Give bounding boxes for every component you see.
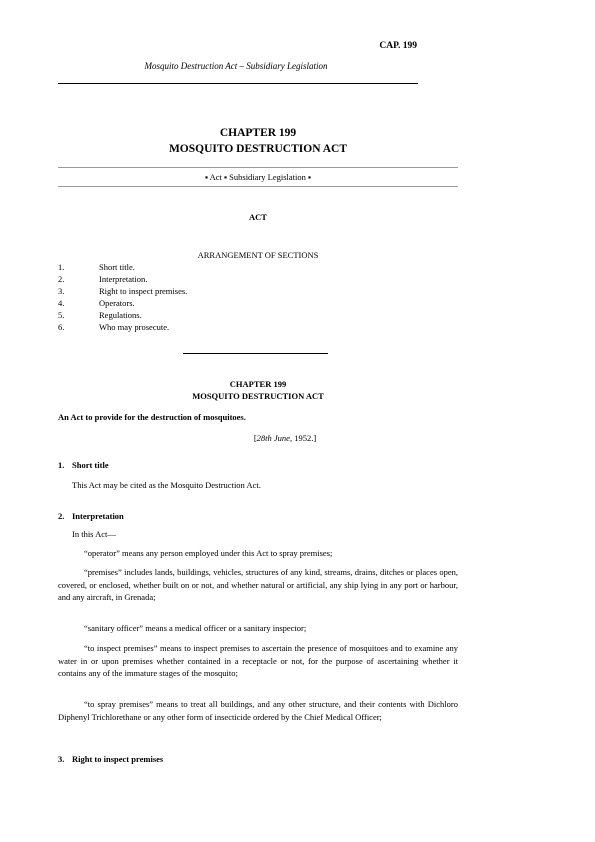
definition-operator: “operator” means any person employed under this Act to spray premises; xyxy=(84,548,333,558)
date-open: [ xyxy=(253,433,257,443)
section-2-title: Interpretation xyxy=(72,511,124,521)
nav-top-rule xyxy=(58,167,458,168)
long-title: An Act to provide for the destruction of mosquitoes. xyxy=(58,412,246,422)
arrangement-item[interactable] xyxy=(58,298,458,310)
definition-spray-premises: “to spray premises” means to treat all buildings, and any other structure, and their contents with Dichloro Diphenyl Trichlorethane or any other form of insecticide ordered by the Chief Medical Officer; xyxy=(58,699,458,722)
arrangement-item-number: 3. xyxy=(58,286,65,296)
arrangement-item-label: Interpretation. xyxy=(99,274,148,284)
arrangement-item-label: Regulations. xyxy=(99,310,142,320)
section-3-number: 3. xyxy=(58,754,65,764)
section-1-number: 1. xyxy=(58,460,65,470)
chapter-title: MOSQUITO DESTRUCTION ACT xyxy=(168,143,348,155)
section-2-intro: In this Act— xyxy=(72,529,116,539)
arrangement-item-number: 6. xyxy=(58,322,65,332)
section-divider xyxy=(183,353,328,354)
arrangement-item-number: 1. xyxy=(58,262,65,272)
section-1-text: This Act may be cited as the Mosquito Destruction Act. xyxy=(72,480,261,490)
section-1-heading xyxy=(58,460,109,470)
arrangement-title: ARRANGEMENT OF SECTIONS xyxy=(197,250,319,260)
definition-inspect-premises: “to inspect premises” means to inspect premises to ascertain the presence of mosquitoes and to examine any water in or upon premises whether contained in a receptacle or not, for the purpose of ascertaining whether it contains any of the immature stages of the mosquito; xyxy=(58,643,458,678)
act-chapter-title: MOSQUITO DESTRUCTION ACT xyxy=(192,391,324,401)
act-chapter-number: CHAPTER 199 xyxy=(229,379,287,389)
arrangement-item[interactable] xyxy=(58,262,458,274)
arrangement-item[interactable] xyxy=(58,310,458,322)
section-3-heading xyxy=(58,754,163,764)
header-rule xyxy=(58,83,418,84)
legislation-nav[interactable]: ▪ Act ▪ Subsidiary Legislation ▪ xyxy=(204,172,312,182)
date-day: 28th June xyxy=(256,433,290,443)
arrangement-item[interactable] xyxy=(58,274,458,286)
arrangement-item[interactable] xyxy=(58,286,458,298)
commencement-date xyxy=(0,433,570,443)
definition-premises: “premises” includes lands, buildings, vehicles, structures of any kind, streams, drains, ditches or places open, covered, or enclosed, whether built on or not, and whether natural or artificial, any ship lying in any port or harbour, and any aircraft, in Grenada; xyxy=(58,567,458,602)
arrangement-item[interactable] xyxy=(58,322,458,334)
section-1-title: Short title xyxy=(72,460,109,470)
arrangement-item-number: 4. xyxy=(58,298,65,308)
section-2-number: 2. xyxy=(58,511,65,521)
header-running-title: Mosquito Destruction Act – Subsidiary Legislation xyxy=(144,61,328,71)
definition-sanitary-officer: “sanitary officer” means a medical officer or a sanitary inspector; xyxy=(84,623,307,633)
header-cap-number: CAP. 199 xyxy=(379,41,417,51)
arrangement-item-number: 2. xyxy=(58,274,65,284)
arrangement-item-label: Who may prosecute. xyxy=(99,322,170,332)
date-rest: , 1952.] xyxy=(289,433,317,443)
section-3-title: Right to inspect premises xyxy=(72,754,164,764)
nav-bottom-rule xyxy=(58,186,458,187)
arrangement-item-number: 5. xyxy=(58,310,65,320)
arrangement-item-label: Short title. xyxy=(99,262,135,272)
arrangement-item-label: Operators. xyxy=(99,298,135,308)
section-2-heading xyxy=(58,511,124,521)
chapter-number: CHAPTER 199 xyxy=(219,127,297,139)
arrangement-item-label: Right to inspect premises. xyxy=(99,286,188,296)
act-label: ACT xyxy=(249,212,267,222)
